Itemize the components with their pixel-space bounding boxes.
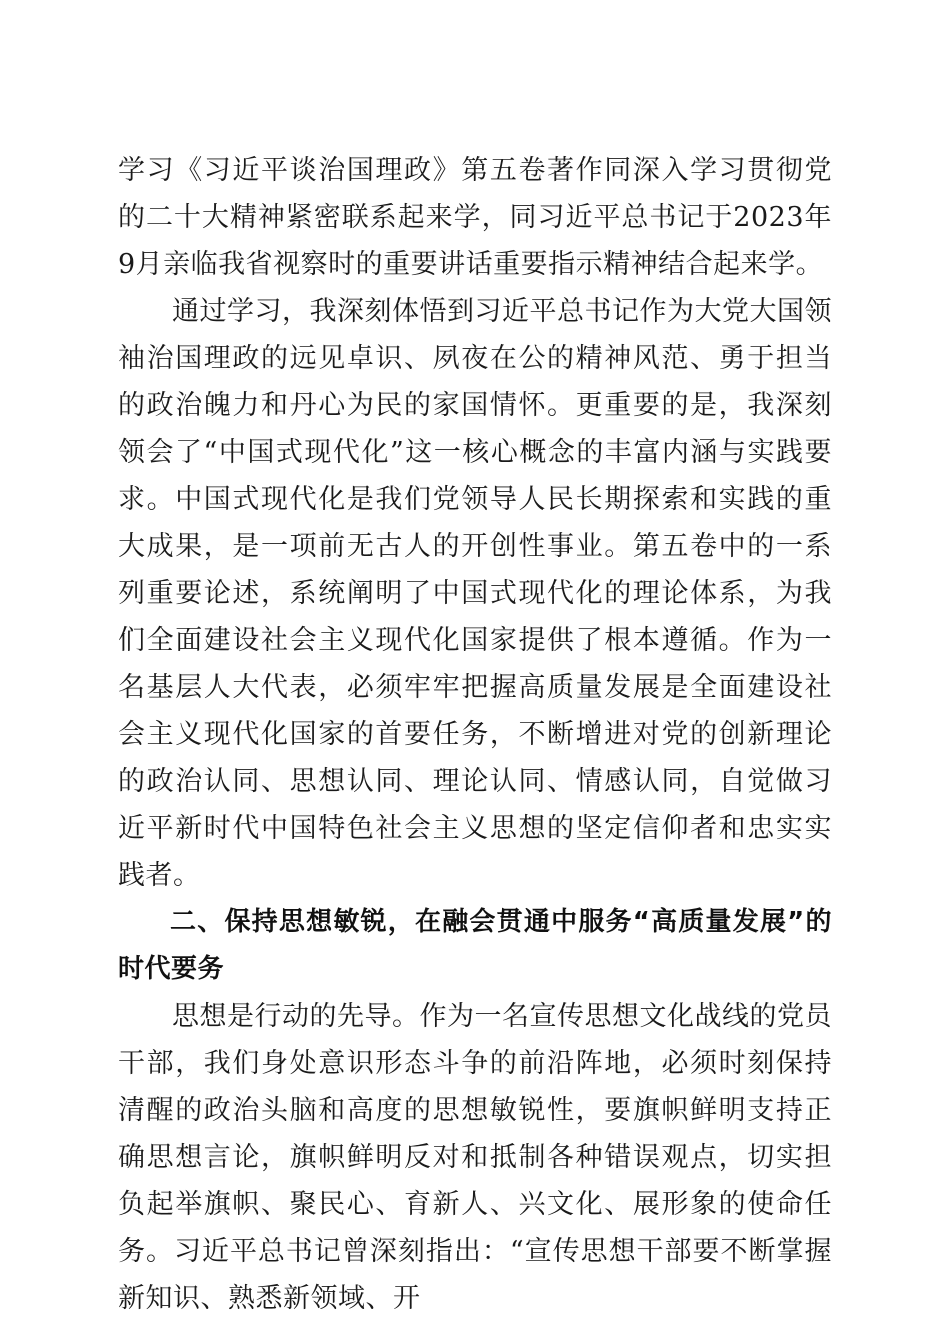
paragraph-thought-guidance: 思想是行动的先导。作为一名宣传思想文化战线的党员干部，我们身处意识形态斗争的前沿阵地，必须时刻保持清醒的政治头脑和高度的思想敏锐性，要旗帜鲜明支持正确思想言论，旗帜鲜明反对和抵制各种错误观点，切实担负起举旗帜、聚民心、育新人、兴文化、展形象的使命任务。习近平总书记曾深刻指出：“宣传思想干部要不断掌握新知识、熟悉新领域、开 — [118, 1001, 832, 1314]
paragraph-study-insights: 通过学习，我深刻体悟到习近平总书记作为大党大国领袖治国理政的远见卓识、夙夜在公的精神风范、勇于担当的政治魄力和丹心为民的家国情怀。更重要的是，我深刻领会了“中国式现代化”这一核心概念的丰富内涵与实践要求。中国式现代化是我们党领导人民长期探索和实践的重大成果，是一项前无古人的开创性事业。第五卷中的一系列重要论述，系统阐明了中国式现代化的理论体系，为我们全面建设社会主义现代化国家提供了根本遵循。作为一名基层人大代表，必须牢牢把握高质量发展是全面建设社会主义现代化国家的首要任务，不断增进对党的创新理论的政治认同、思想认同、理论认同、情感认同，自觉做习近平新时代中国特色社会主义思想的坚定信仰者和忠实实践者。 — [118, 296, 832, 891]
section-heading-2: 二、保持思想敏锐，在融会贯通中服务“高质量发展”的时代要务 — [118, 907, 832, 984]
document-body — [118, 147, 832, 1322]
paragraph-continuation: 学习《习近平谈治国理政》第五卷著作同深入学习贯彻党的二十大精神紧密联系起来学，同习近平总书记于2023年9月亲临我省视察时的重要讲话重要指示精神结合起来学。 — [118, 155, 832, 280]
